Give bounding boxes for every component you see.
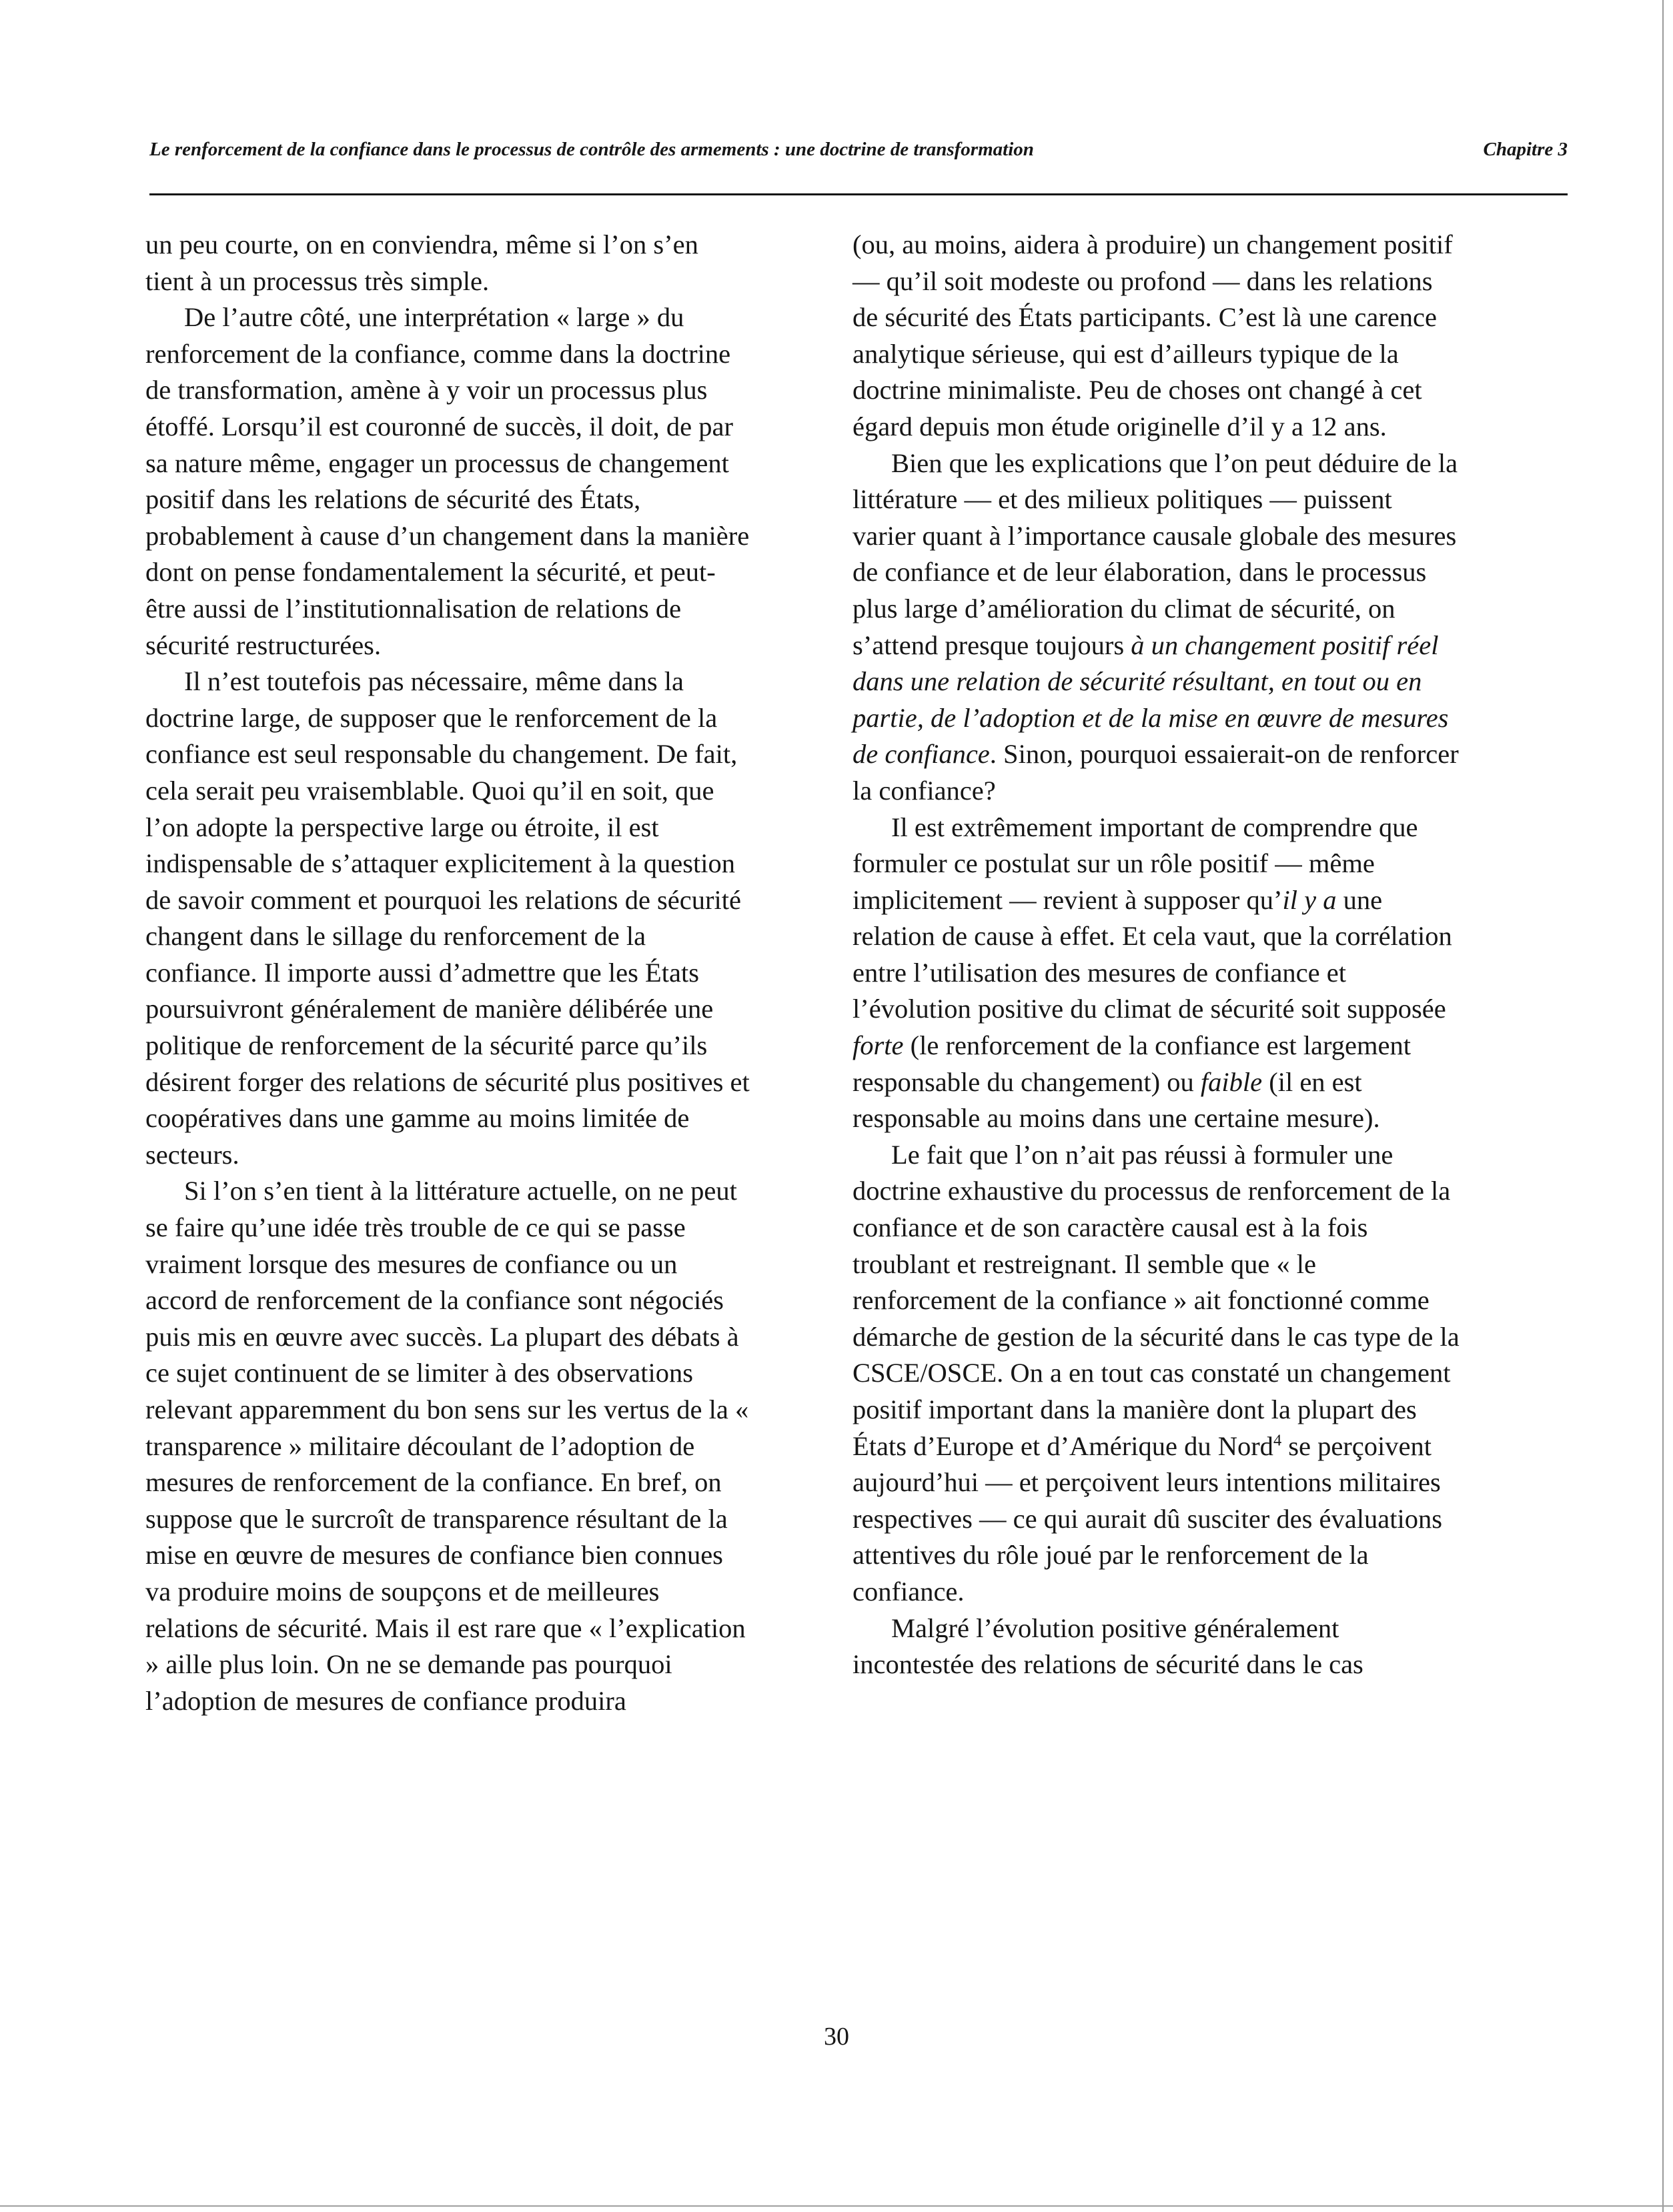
running-header xyxy=(149,135,1568,164)
paragraph: De l’autre côté, une interprétation « large » du renforcement de la confiance, comme dans la doctrine de transformation, amène à y voir un processus plus étoffé. Lorsqu’il est couronné de succès, il doit, de par sa nature même, engager un processus de changement positif dans les relations de sécurité des États, probablement à cause d’un changement dans la manière dont on pense fondamentalement la sécurité, et peut-être aussi de l’institutionnalisation de relations de sécurité restructurées. xyxy=(145,302,750,660)
text-run: se perçoivent aujourd’hui — et perçoivent leurs intentions militaires respectives — ce qui aurait dû susciter des évaluations attentives du rôle joué par le renforcement de la confiance. xyxy=(853,1430,1442,1606)
emphasis: forte xyxy=(853,1030,904,1061)
text-run: (le renforcement de la confiance est largement responsable du changement) ou xyxy=(853,1030,1411,1097)
paragraph: Si l’on s’en tient à la littérature actuelle, on ne peut se faire qu’une idée très trouble de ce qui se passe vraiment lorsque des mesures de confiance ou un accord de renforcement de la confiance sont négociés puis mis en œuvre avec succès. La plupart des débats à ce sujet continuent de se limiter à des observations relevant apparemment du bon sens sur les vertus de la « transparence » militaire découlant de l’adoption de mesures de renforcement de la confiance. En bref, on suppose que le surcroît de transparence résultant de la mise en œuvre de mesures de confiance bien connues va produire moins de soupçons et de meilleures relations de sécurité. Mais il est rare que « l’explication » aille plus loin. On ne se demande pas pourquoi l’adoption de mesures de confiance produira xyxy=(145,1176,749,1716)
paragraph: Malgré l’évolution positive généralement incontestée des relations de sécurité dans le cas xyxy=(853,1612,1363,1680)
text-run: (il en est responsable au moins dans une certaine mesure). xyxy=(853,1066,1380,1134)
emphasis: à un changement positif réel dans une relation de sécurité résultant, en tout ou en partie, de l’adoption et de la mise en œuvre de mesures de confiance xyxy=(853,630,1449,770)
header-rule xyxy=(149,193,1568,195)
right-column xyxy=(853,227,1460,1683)
scan-edge xyxy=(1662,0,1664,2212)
footnote-ref[interactable]: 4 xyxy=(1273,1431,1282,1450)
left-column xyxy=(145,227,752,1719)
text-run: Le fait que l’on n’ait pas réussi à formuler une doctrine exhaustive du processus de renforcement de la confiance et de son caractère causal est à la fois troublant et restreignant. Il semble que « le renforcement de la confiance » ait fonctionné comme démarche de gestion de la sécurité dans le cas type de la CSCE/OSCE. On a en tout cas constaté un changement positif important dans la manière dont la plupart des États d’Europe et d’Amérique du Nord xyxy=(853,1139,1460,1461)
paragraph: un peu courte, on en conviendra, même si l’on s’en tient à un processus très simple. xyxy=(145,229,698,296)
scan-bottom-edge xyxy=(0,2205,1673,2207)
paragraph xyxy=(853,810,1460,1137)
paragraph xyxy=(853,1137,1460,1610)
paragraph: Il n’est toutefois pas nécessaire, même dans la doctrine large, de supposer que le renforcement de la confiance est seul responsable du changement. De fait, cela serait peu vraisemblable. Quoi qu’il en soit, que l’on adopte la perspective large ou étroite, il est indispensable de s’attaquer explicitement à la question de savoir comment et pourquoi les relations de sécurité changent dans le sillage du renforcement de la confiance. Il importe aussi d’admettre que les États poursuivront généralement de manière délibérée une politique de renforcement de la sécurité parce qu’ils désirent forger des relations de sécurité plus positives et coopératives dans une gamme au moins limitée de secteurs. xyxy=(145,666,750,1170)
text-run: Il est extrêmement important de comprendre que formuler ce postulat sur un rôle positif — même implicitement — revient à supposer qu’ xyxy=(853,812,1418,915)
text-run: . Sinon, pourquoi essaierait-on de renforcer la confiance? xyxy=(853,739,1459,806)
running-title: Le renforcement de la confiance dans le processus de contrôle des armements : une doctrine de transformation xyxy=(149,139,1034,160)
text-run: Bien que les explications que l’on peut déduire de la littérature — et des milieux politiques — puissent varier quant à l’importance causale globale des mesures de confiance et de leur élaboration, dans le processus plus large d’amélioration du climat de sécurité, on s’attend presque toujours xyxy=(853,447,1458,660)
emphasis: faible xyxy=(1200,1066,1263,1097)
paragraph: (ou, au moins, aidera à produire) un changement positif — qu’il soit modeste ou profond — dans les relations de sécurité des États participants. C’est là une carence analytique sérieuse, qui est d’ailleurs typique de la doctrine minimaliste. Peu de choses ont changé à cet égard depuis mon étude originelle d’il y a 12 ans. xyxy=(853,229,1453,441)
paragraph xyxy=(853,445,1460,810)
text-run: une relation de cause à effet. Et cela vaut, que la corrélation entre l’utilisation des mesures de confiance et l’évolution positive du climat de sécurité soit supposée xyxy=(853,884,1452,1024)
chapter-label: Chapitre 3 xyxy=(1483,139,1568,160)
emphasis: il y a xyxy=(1282,884,1337,915)
page-number: 30 xyxy=(824,2023,849,2051)
